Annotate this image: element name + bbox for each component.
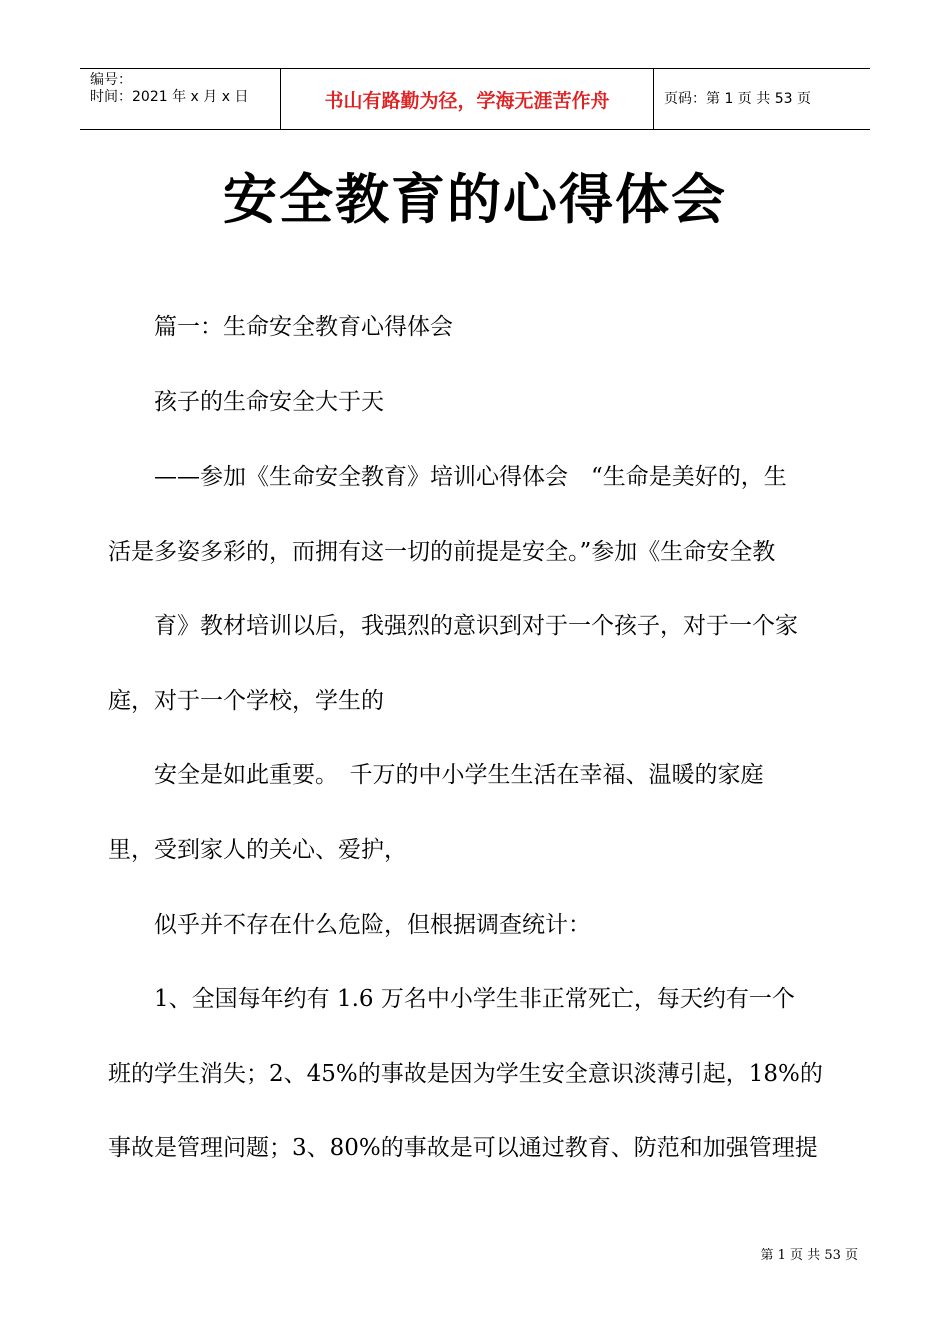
page-footer: 第 1 页 共 53 页 xyxy=(760,1248,858,1263)
text-line: 育》教材培训以后，我强烈的意识到对于一个孩子，对于一个家 xyxy=(108,613,798,639)
text-line: ——参加《生命安全教育》培训心得体会 “生命是美好的，生 xyxy=(108,464,787,490)
text-line: 安全是如此重要。 千万的中小学生生活在幸福、温暖的家庭 xyxy=(108,762,764,788)
text-line: 庭，对于一个学校，学生的 xyxy=(108,688,384,714)
document-code-label: 编号： xyxy=(90,72,132,88)
header-motto-cell xyxy=(281,69,654,129)
text-line: 事故是管理问题；3、80%的事故是可以通过教育、防范和加强管理提 xyxy=(108,1135,818,1161)
document-time-label: 时间：2021 年 x 月 x 日 xyxy=(90,89,249,105)
text-line: 班的学生消失；2、45%的事故是因为学生安全意识淡薄引起，18%的 xyxy=(108,1061,823,1087)
header-motto: 书山有路勤为径，学海无涯苦作舟 xyxy=(324,89,610,112)
header-meta-cell xyxy=(80,69,281,129)
text-line: 似乎并不存在什么危险，但根据调查统计： xyxy=(108,912,591,938)
text-line: 活是多姿多彩的，而拥有这一切的前提是安全。”参加《生命安全教 xyxy=(108,539,776,565)
text-line: 篇一：生命安全教育心得体会 xyxy=(108,314,453,340)
header-page-number: 页码：第 1 页 共 53 页 xyxy=(664,91,811,107)
page-header xyxy=(80,68,870,130)
text-line: 1、全国每年约有 1.6 万名中小学生非正常死亡，每天约有一个 xyxy=(108,986,795,1012)
text-line: 里，受到家人的关心、爱护， xyxy=(108,837,407,863)
document-title: 安全教育的心得体会 xyxy=(223,168,727,231)
text-line: 孩子的生命安全大于天 xyxy=(108,389,384,415)
header-page-cell xyxy=(654,69,870,129)
